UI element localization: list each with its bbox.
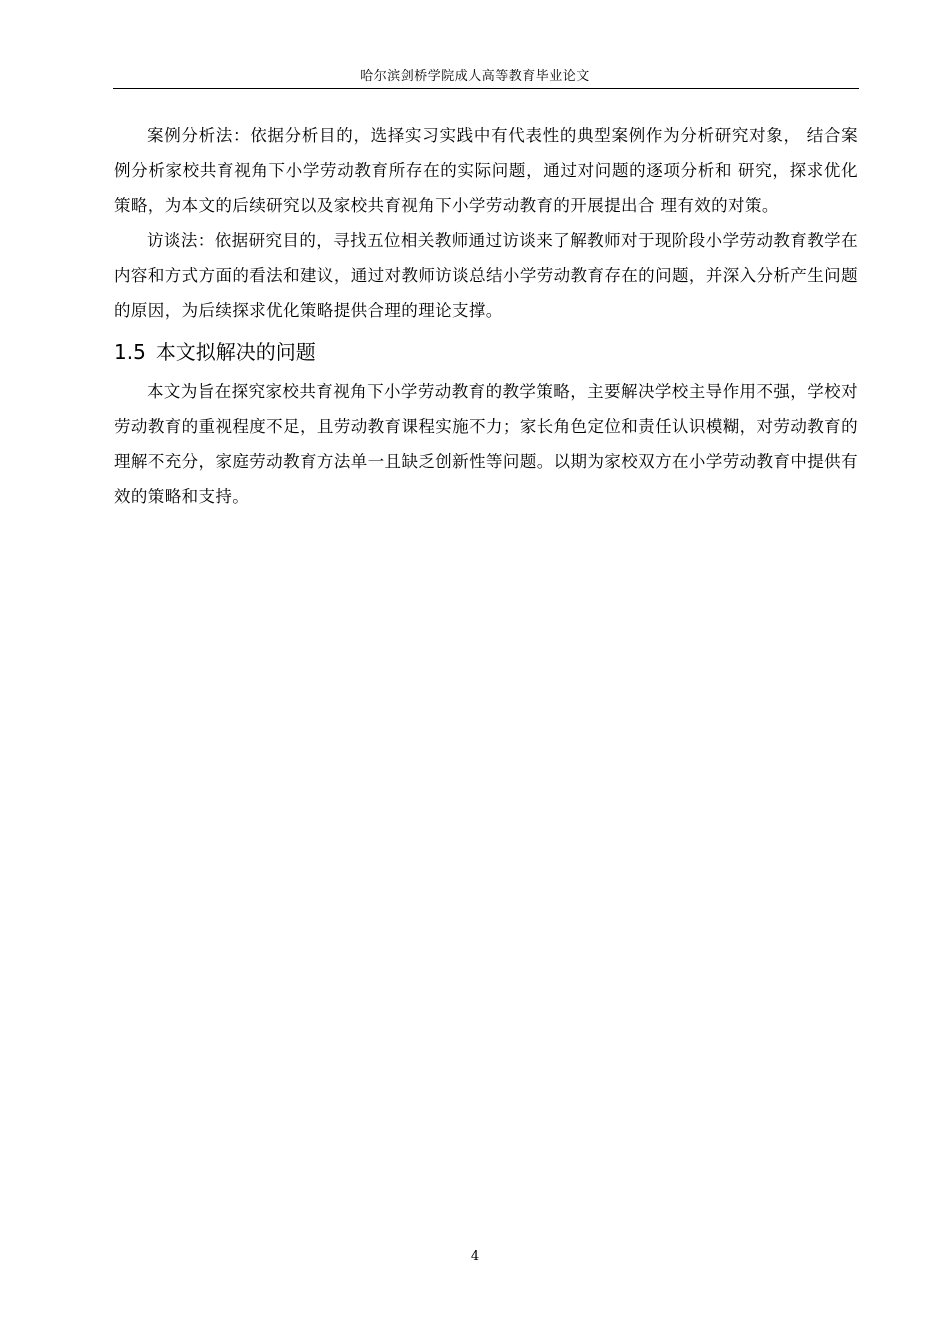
paragraph-problems: 本文为旨在探究家校共育视角下小学劳动教育的教学策略，主要解决学校主导作用不强，学校对劳动教育的重视程度不足，且劳动教育课程实施不力；家长角色定位和责任认识模糊，对劳动教育的理解不充分，家庭劳动教育方法单一且缺乏创新性等问题。以期为家校双方在小学劳动教育中提供有效的策略和支持。 <box>114 382 858 506</box>
section-number: 1.5 <box>114 340 146 364</box>
section-heading <box>114 334 858 370</box>
running-header: 哈尔滨剑桥学院成人高等教育毕业论文 <box>360 69 590 84</box>
header-divider <box>113 88 859 89</box>
paragraph-interview: 访谈法：依据研究目的，寻找五位相关教师通过访谈来了解教师对于现阶段小学劳动教育教学在内容和方式方面的看法和建议，通过对教师访谈总结小学劳动教育存在的问题，并深入分析产生问题的原因，为后续探求优化策略提供合理的理论支撑。 <box>114 231 858 320</box>
page-number: 4 <box>470 1249 480 1264</box>
body-content <box>114 118 858 514</box>
paragraph-case-analysis: 案例分析法：依据分析目的，选择实习实践中有代表性的典型案例作为分析研究对象， 结合案例分析家校共育视角下小学劳动教育所存在的实际问题，通过对问题的逐项分析和 研究，探求优化策略，为本文的后续研究以及家校共育视角下小学劳动教育的开展提出合 理有效的对策。 <box>114 126 858 215</box>
section-title: 本文拟解决的问题 <box>155 340 316 364</box>
